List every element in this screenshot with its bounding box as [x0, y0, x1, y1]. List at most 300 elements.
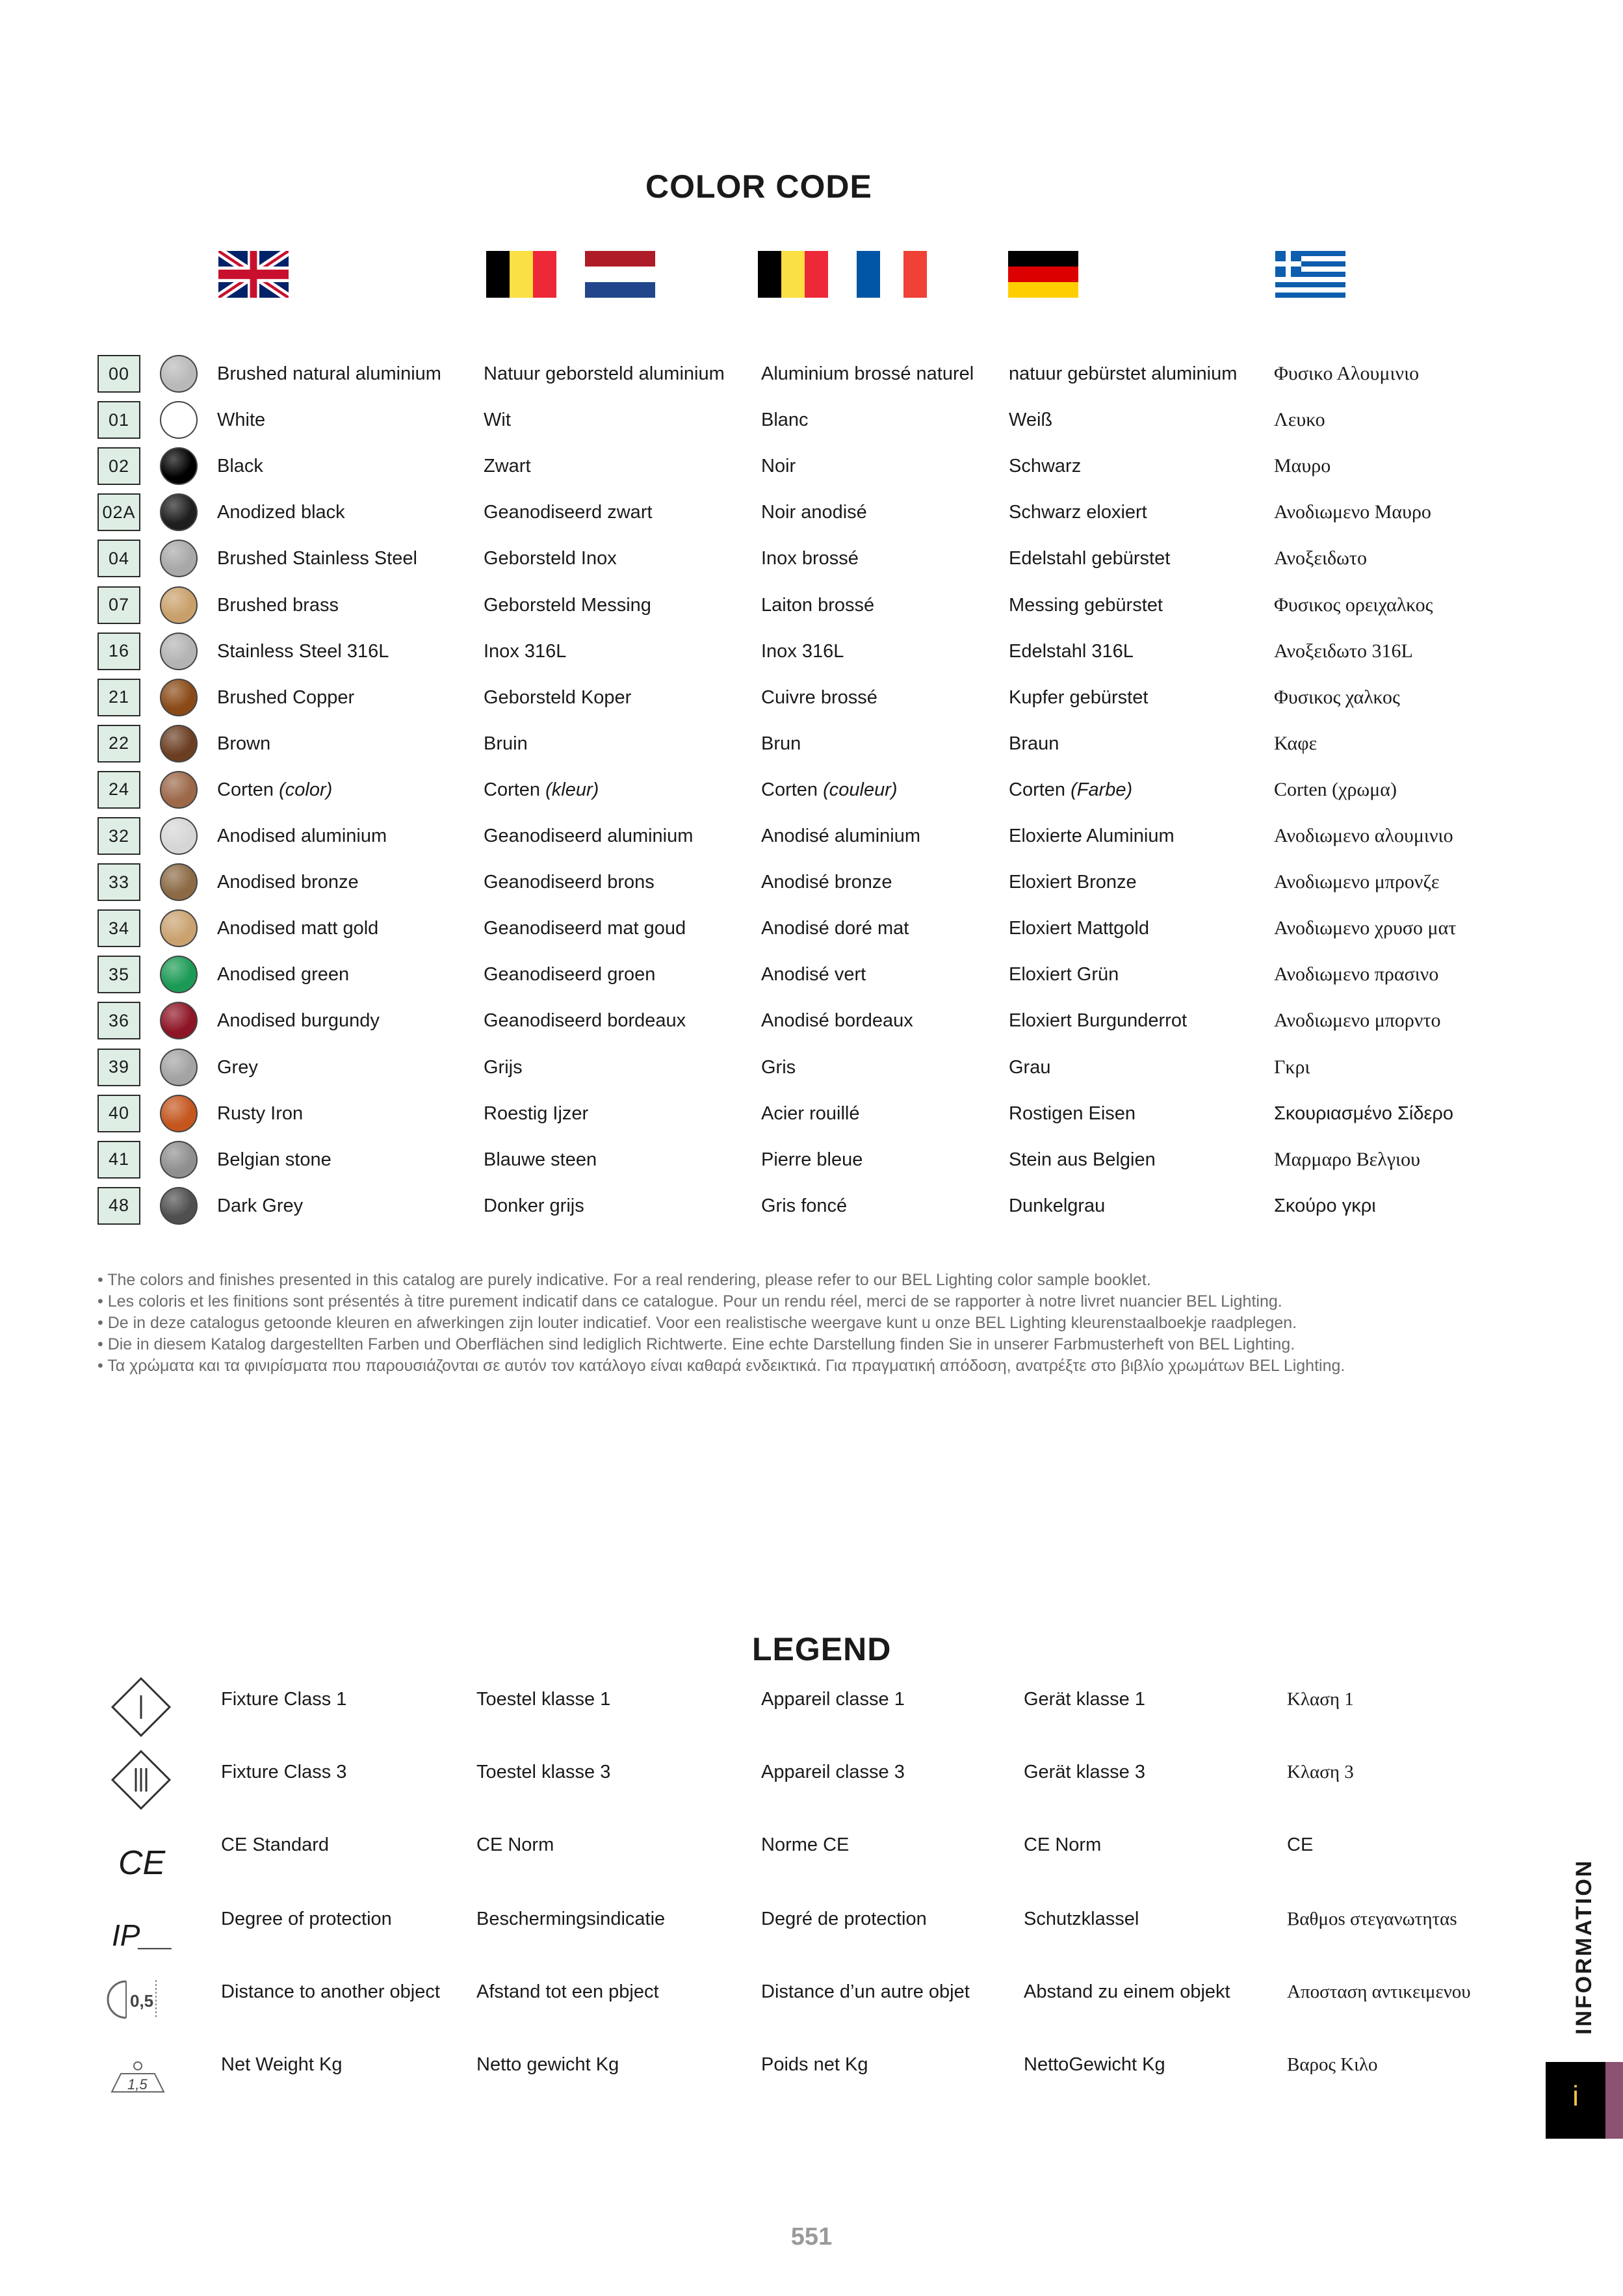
legend-el: Αποσταση αντικειμενου — [1287, 1981, 1471, 2002]
color-name-el — [1274, 493, 1431, 531]
color-name-text: Braun — [1009, 733, 1059, 754]
color-name-text: Ανοξειδωτο 316L — [1274, 640, 1413, 662]
color-name-text: Aluminium brossé naturel — [761, 363, 974, 384]
color-row — [97, 679, 1527, 719]
distance-icon — [97, 1967, 185, 2032]
color-name-text: Ανοδιωμενο χρυσο ματ — [1274, 917, 1457, 939]
color-name-text: Kupfer gebürstet — [1009, 686, 1149, 708]
color-code-badge: 34 — [97, 909, 140, 947]
color-name-text: Donker grijs — [484, 1195, 584, 1216]
color-name-text: Geborsteld Koper — [484, 686, 632, 708]
belgium-flag-icon-2 — [758, 251, 828, 298]
color-name-fr — [761, 956, 866, 993]
color-name-text: Anodisé vert — [761, 964, 866, 985]
legend-title: LEGEND — [752, 1631, 892, 1667]
color-code-badge: 07 — [97, 586, 140, 624]
color-swatch — [160, 401, 198, 439]
color-name-nl — [484, 1002, 686, 1039]
color-swatch — [160, 956, 198, 993]
weight-icon — [97, 2040, 185, 2105]
color-name-de — [1009, 540, 1170, 577]
ce-icon-text: CE — [118, 1844, 166, 1882]
color-name-de — [1009, 909, 1149, 947]
germany-flag-icon — [1008, 251, 1078, 298]
color-name-el — [1274, 1187, 1376, 1225]
ip-icon — [97, 1894, 185, 1959]
color-swatch — [160, 1187, 198, 1225]
color-name-text: Anodised bronze — [217, 872, 359, 893]
color-name-fr — [761, 1095, 860, 1132]
color-swatch — [160, 355, 198, 393]
color-name-text: Geanodiseerd mat goud — [484, 918, 686, 939]
color-name-text: Geborsteld Messing — [484, 594, 651, 616]
color-swatch — [160, 817, 198, 855]
color-code-badge: 02 — [97, 447, 140, 485]
color-name-en — [217, 725, 270, 763]
page-number: 551 — [790, 2223, 833, 2250]
color-name-text: Ανοδιωμενο πρασινο — [1274, 963, 1439, 985]
color-name-fr — [761, 771, 898, 809]
color-name-nl — [484, 1095, 588, 1132]
color-name-text: Σκουριασμένο Σίδερο — [1274, 1102, 1454, 1124]
legend-en: CE Standard — [221, 1834, 330, 1855]
color-name-en — [217, 355, 441, 393]
legend-el: Βαθμοs στεγανωτηταs — [1287, 1909, 1457, 1929]
color-name-text: Laiton brossé — [761, 594, 875, 616]
color-name-text: Schwarz eloxiert — [1009, 502, 1147, 523]
color-name-en — [217, 909, 378, 947]
legend-el: Κλαση 1 — [1287, 1689, 1354, 1710]
legend-en: Fixture Class 3 — [221, 1762, 347, 1782]
color-name-fr — [761, 586, 874, 624]
color-name-text: Corten (χρωμα) — [1274, 778, 1397, 800]
class-3-icon — [97, 1747, 185, 1812]
color-name-text: Messing gebürstet — [1009, 594, 1163, 616]
color-name-nl — [484, 771, 599, 809]
weight-icon-text: 1,5 — [127, 2076, 148, 2093]
color-name-text: Weiß — [1009, 410, 1053, 431]
color-name-de — [1009, 355, 1237, 393]
color-name-de — [1009, 956, 1119, 993]
color-row — [97, 817, 1527, 857]
color-name-en — [217, 817, 387, 855]
color-name-el — [1274, 863, 1440, 901]
legend-de: Schutzklassel — [1024, 1909, 1139, 1929]
color-name-el — [1274, 401, 1325, 439]
color-name-text: Anodisé doré mat — [761, 918, 909, 939]
color-name-text: Geanodiseerd bordeaux — [484, 1010, 686, 1032]
color-name-text: Ανοδιωμενο αλουμινιο — [1274, 825, 1453, 846]
color-name-el — [1274, 633, 1413, 670]
color-name-text: Rusty Iron — [217, 1102, 304, 1124]
color-name-text: White — [217, 410, 266, 431]
color-swatch — [160, 1095, 198, 1132]
color-name-text: Grau — [1009, 1056, 1051, 1078]
color-code-badge: 48 — [97, 1187, 140, 1225]
legend-row — [97, 1747, 1527, 1812]
legend-fr: Norme CE — [761, 1834, 850, 1855]
color-name-text: Brushed natural aluminium — [217, 363, 441, 384]
note-fr: • Les coloris et les finitions sont présentés à titre purement indicatif dans ce catalogue. Pour un rendu réel, merci de se rapporter à notre livret nuancier BEL Lighting. — [97, 1292, 1282, 1311]
color-name-nl — [484, 679, 631, 716]
color-name-text: Corten — [217, 779, 274, 800]
color-name-en — [217, 1002, 380, 1039]
uk-flag-icon — [218, 251, 289, 298]
color-name-text: Blanc — [761, 410, 809, 431]
color-name-fr — [761, 493, 867, 531]
color-name-text: Φυσικος ορειχαλκος — [1274, 594, 1433, 616]
legend-nl: Afstand tot een pbject — [476, 1981, 659, 2002]
color-row — [97, 586, 1527, 627]
color-name-en — [217, 1095, 303, 1132]
color-name-text: Gris foncé — [761, 1195, 848, 1216]
color-name-text: Inox 316L — [484, 640, 567, 662]
color-code-badge: 22 — [97, 725, 140, 763]
color-name-de — [1009, 1049, 1050, 1086]
color-name-note: (kleur) — [545, 779, 599, 800]
color-name-text: Zwart — [484, 456, 531, 477]
color-row — [97, 1049, 1527, 1089]
color-code-badge: 36 — [97, 1002, 140, 1039]
color-name-note: (color) — [279, 779, 333, 800]
color-swatch — [160, 725, 198, 763]
color-name-de — [1009, 1141, 1156, 1179]
color-name-en — [217, 540, 417, 577]
note-en: • The colors and finishes presented in this catalog are purely indicative. For a real rendering, please refer to our BEL Lighting color sample booklet. — [97, 1271, 1151, 1289]
info-accent-bar — [1605, 2062, 1623, 2139]
color-name-de — [1009, 725, 1059, 763]
color-name-nl — [484, 909, 686, 947]
color-name-text: Γκρι — [1274, 1056, 1310, 1078]
color-name-fr — [761, 447, 796, 485]
france-flag-icon — [857, 251, 927, 298]
color-row — [97, 1095, 1527, 1135]
class-1-icon — [97, 1675, 185, 1740]
color-name-text: Corten — [761, 779, 818, 800]
legend-de: NettoGewicht Kg — [1024, 2054, 1165, 2075]
color-code-title: COLOR CODE — [645, 168, 872, 205]
legend-de: Abstand zu einem objekt — [1024, 1981, 1230, 2002]
color-name-de — [1009, 863, 1137, 901]
color-name-text: Φυσικος χαλκος — [1274, 686, 1400, 708]
color-name-text: Brun — [761, 733, 801, 754]
color-name-en — [217, 1141, 331, 1179]
color-row — [97, 493, 1527, 534]
color-name-nl — [484, 1141, 597, 1179]
color-swatch — [160, 633, 198, 670]
color-code-badge: 40 — [97, 1095, 140, 1132]
color-name-text: Inox 316L — [761, 640, 844, 662]
color-name-el — [1274, 771, 1397, 809]
color-name-text: Geanodiseerd aluminium — [484, 826, 694, 846]
ce-icon — [97, 1820, 185, 1885]
color-name-text: Dunkelgrau — [1009, 1195, 1106, 1216]
legend-el: Κλαση 3 — [1287, 1762, 1354, 1782]
color-swatch — [160, 679, 198, 716]
color-name-text: Brushed Copper — [217, 686, 355, 708]
belgium-flag-icon — [486, 251, 556, 298]
color-name-text: Brushed brass — [217, 594, 339, 616]
color-code-badge: 04 — [97, 540, 140, 577]
color-name-text: Schwarz — [1009, 456, 1082, 477]
color-swatch — [160, 771, 198, 809]
color-code-badge: 35 — [97, 956, 140, 993]
legend-el: CE — [1287, 1834, 1314, 1855]
color-swatch — [160, 909, 198, 947]
color-name-text: Καφε — [1274, 732, 1318, 754]
color-name-en — [217, 1187, 303, 1225]
color-name-en — [217, 1049, 258, 1086]
color-row — [97, 447, 1527, 488]
color-name-note: (couleur) — [823, 779, 898, 800]
color-name-fr — [761, 355, 974, 393]
color-name-text: Μαυρο — [1274, 455, 1331, 477]
legend-fr: Appareil classe 1 — [761, 1689, 905, 1710]
color-name-text: Brushed Stainless Steel — [217, 548, 417, 569]
color-name-en — [217, 401, 265, 439]
color-name-el — [1274, 956, 1438, 993]
color-name-text: Geanodiseerd brons — [484, 872, 655, 893]
color-name-text: Corten — [484, 779, 541, 800]
color-code-badge: 24 — [97, 771, 140, 809]
color-row — [97, 633, 1527, 673]
color-name-text: Rostigen Eisen — [1009, 1102, 1136, 1124]
color-name-text: Inox brossé — [761, 548, 859, 569]
color-name-text: Anodisé bordeaux — [761, 1010, 913, 1032]
color-name-text: Eloxiert Burgunderrot — [1009, 1010, 1188, 1032]
color-name-nl — [484, 956, 655, 993]
legend-fr: Degré de protection — [761, 1909, 927, 1929]
color-name-de — [1009, 586, 1163, 624]
color-code-badge: 01 — [97, 401, 140, 439]
color-code-badge: 33 — [97, 863, 140, 901]
legend-row — [97, 1675, 1527, 1740]
color-code-badge: 32 — [97, 817, 140, 855]
color-name-nl — [484, 1187, 584, 1225]
color-name-text: Anodised aluminium — [217, 826, 387, 846]
note-de: • Die in diesem Katalog dargestellten Farben und Oberflächen sind lediglich Richtwerte. Eine echte Darstellung finden Sie in unserer Farbmusterheft von BEL Lighting. — [97, 1335, 1295, 1353]
information-label: INFORMATION — [1572, 1859, 1596, 2035]
legend-row — [97, 1894, 1527, 1959]
color-name-el — [1274, 447, 1331, 485]
color-name-text: Anodisé aluminium — [761, 826, 921, 846]
color-name-text: Corten — [1009, 779, 1066, 800]
color-name-nl — [484, 725, 528, 763]
color-name-fr — [761, 817, 920, 855]
color-row — [97, 355, 1527, 395]
color-name-text: Geanodiseerd zwart — [484, 502, 653, 523]
legend-el: Βαρος Κιλο — [1287, 2054, 1378, 2075]
color-row — [97, 725, 1527, 765]
color-name-el — [1274, 586, 1433, 624]
color-name-text: Ανοδιωμενο μπορντο — [1274, 1010, 1441, 1032]
color-name-de — [1009, 447, 1081, 485]
color-name-text: Ανοδιωμενο Μαυρο — [1274, 501, 1431, 523]
legend-nl: Netto gewicht Kg — [476, 2054, 619, 2075]
color-name-nl — [484, 633, 566, 670]
color-name-fr — [761, 1141, 863, 1179]
color-name-fr — [761, 1002, 913, 1039]
color-name-text: Dark Grey — [217, 1195, 304, 1216]
color-row — [97, 956, 1527, 996]
color-row — [97, 1002, 1527, 1042]
color-name-text: Edelstahl gebürstet — [1009, 548, 1171, 569]
legend-row — [97, 1820, 1527, 1885]
legend-fr: Distance d’un autre objet — [761, 1981, 970, 2002]
color-name-fr — [761, 863, 892, 901]
color-name-de — [1009, 679, 1148, 716]
color-row — [97, 401, 1527, 441]
color-name-text: Eloxiert Bronze — [1009, 872, 1137, 893]
color-swatch — [160, 863, 198, 901]
color-code-badge: 39 — [97, 1049, 140, 1086]
info-box — [1546, 2062, 1605, 2139]
color-name-de — [1009, 817, 1175, 855]
color-swatch — [160, 1049, 198, 1086]
color-swatch — [160, 540, 198, 577]
color-name-de — [1009, 1002, 1187, 1039]
color-row — [97, 771, 1527, 811]
color-name-text: Ανοδιωμενο μπρονζε — [1274, 871, 1440, 893]
color-name-text: Pierre bleue — [761, 1149, 863, 1170]
color-swatch — [160, 1141, 198, 1179]
color-code-badge: 16 — [97, 633, 140, 670]
color-name-en — [217, 493, 345, 531]
color-name-text: Eloxiert Mattgold — [1009, 918, 1149, 939]
color-name-text: Bruin — [484, 733, 528, 754]
color-name-nl — [484, 355, 725, 393]
note-nl: • De in deze catalogus getoonde kleuren en afwerkingen zijn louter indicatief. Voor een realistische weergave kunt u onze BEL Lighting kleurenstaalboekje raadplegen. — [97, 1314, 1297, 1332]
color-name-text: Ανοξειδωτο — [1274, 547, 1367, 569]
color-name-de — [1009, 401, 1052, 439]
color-name-nl — [484, 817, 693, 855]
color-code-badge: 21 — [97, 679, 140, 716]
color-name-nl — [484, 863, 655, 901]
legend-en: Distance to another object — [221, 1981, 440, 2002]
color-name-fr — [761, 633, 844, 670]
color-name-en — [217, 586, 339, 624]
color-name-text: Belgian stone — [217, 1149, 331, 1170]
color-name-text: Brown — [217, 733, 271, 754]
color-swatch — [160, 1002, 198, 1039]
legend-de: Gerät klasse 1 — [1024, 1689, 1145, 1710]
color-name-nl — [484, 447, 531, 485]
color-name-de — [1009, 633, 1134, 670]
legend-nl: CE Norm — [476, 1834, 554, 1855]
color-name-text: Geanodiseerd groen — [484, 964, 656, 985]
color-name-text: Grijs — [484, 1056, 523, 1078]
legend-en: Fixture Class 1 — [221, 1689, 347, 1710]
color-name-text: Anodized black — [217, 502, 345, 523]
color-name-fr — [761, 1187, 847, 1225]
color-name-en — [217, 679, 354, 716]
color-name-en — [217, 447, 263, 485]
color-name-el — [1274, 817, 1453, 855]
color-name-de — [1009, 1095, 1136, 1132]
color-name-el — [1274, 1141, 1420, 1179]
color-name-text: Anodised burgundy — [217, 1010, 380, 1032]
color-name-text: Anodisé bronze — [761, 872, 892, 893]
color-name-en — [217, 956, 349, 993]
color-name-fr — [761, 401, 809, 439]
color-name-text: Wit — [484, 410, 511, 431]
legend-nl: Beschermingsindicatie — [476, 1909, 666, 1929]
disclaimer-notes — [97, 1270, 1345, 1377]
color-name-text: Anodised green — [217, 964, 350, 985]
color-name-el — [1274, 1095, 1453, 1132]
color-name-el — [1274, 355, 1419, 393]
legend-row — [97, 2040, 1527, 2105]
color-name-el — [1274, 1002, 1441, 1039]
color-name-nl — [484, 401, 511, 439]
color-row — [97, 863, 1527, 904]
color-name-text: Blauwe steen — [484, 1149, 597, 1170]
color-name-text: Eloxiert Grün — [1009, 964, 1119, 985]
color-name-text: natuur gebürstet aluminium — [1009, 363, 1238, 384]
distance-icon-text: 0,5 — [130, 1991, 154, 2011]
color-code-badge: 02A — [97, 493, 140, 531]
color-name-nl — [484, 586, 651, 624]
color-name-de — [1009, 771, 1132, 809]
color-name-text: Geborsteld Inox — [484, 548, 617, 569]
color-name-nl — [484, 1049, 523, 1086]
color-name-nl — [484, 493, 653, 531]
color-name-text: Σκούρο γκρι — [1274, 1195, 1376, 1216]
legend-fr: Appareil classe 3 — [761, 1762, 905, 1782]
color-code-badge: 41 — [97, 1141, 140, 1179]
color-name-text: Grey — [217, 1056, 258, 1078]
color-name-en — [217, 633, 389, 670]
color-name-text: Cuivre brossé — [761, 686, 877, 708]
greece-flag-icon — [1275, 251, 1345, 298]
color-name-text: Edelstahl 316L — [1009, 640, 1134, 662]
color-name-el — [1274, 540, 1367, 577]
color-name-text: Anodised matt gold — [217, 918, 379, 939]
color-name-text: Black — [217, 456, 263, 477]
color-name-text: Acier rouillé — [761, 1102, 860, 1124]
color-name-nl — [484, 540, 617, 577]
color-swatch — [160, 586, 198, 624]
color-code-badge: 00 — [97, 355, 140, 393]
legend-en: Net Weight Kg — [221, 2054, 343, 2075]
color-row — [97, 540, 1527, 580]
netherlands-flag-icon — [585, 251, 655, 298]
color-name-text: Stainless Steel 316L — [217, 640, 389, 662]
color-name-de — [1009, 493, 1147, 531]
color-name-el — [1274, 725, 1317, 763]
legend-row — [97, 1967, 1527, 2032]
color-row — [97, 909, 1527, 950]
legend-de: Gerät klasse 3 — [1024, 1762, 1145, 1782]
legend-en: Degree of protection — [221, 1909, 392, 1929]
color-name-en — [217, 863, 359, 901]
color-name-en — [217, 771, 332, 809]
color-row — [97, 1141, 1527, 1181]
color-name-fr — [761, 679, 877, 716]
color-name-el — [1274, 909, 1456, 947]
color-name-text: Noir — [761, 456, 796, 477]
legend-nl: Toestel klasse 1 — [476, 1689, 611, 1710]
color-row — [97, 1187, 1527, 1227]
legend-nl: Toestel klasse 3 — [476, 1762, 611, 1782]
color-name-fr — [761, 540, 859, 577]
color-name-text: Noir anodisé — [761, 502, 867, 523]
color-name-text: Natuur geborsteld aluminium — [484, 363, 725, 384]
color-name-el — [1274, 1049, 1310, 1086]
color-name-note: (Farbe) — [1071, 779, 1133, 800]
color-name-text: Stein aus Belgien — [1009, 1149, 1156, 1170]
legend-fr: Poids net Kg — [761, 2054, 868, 2075]
